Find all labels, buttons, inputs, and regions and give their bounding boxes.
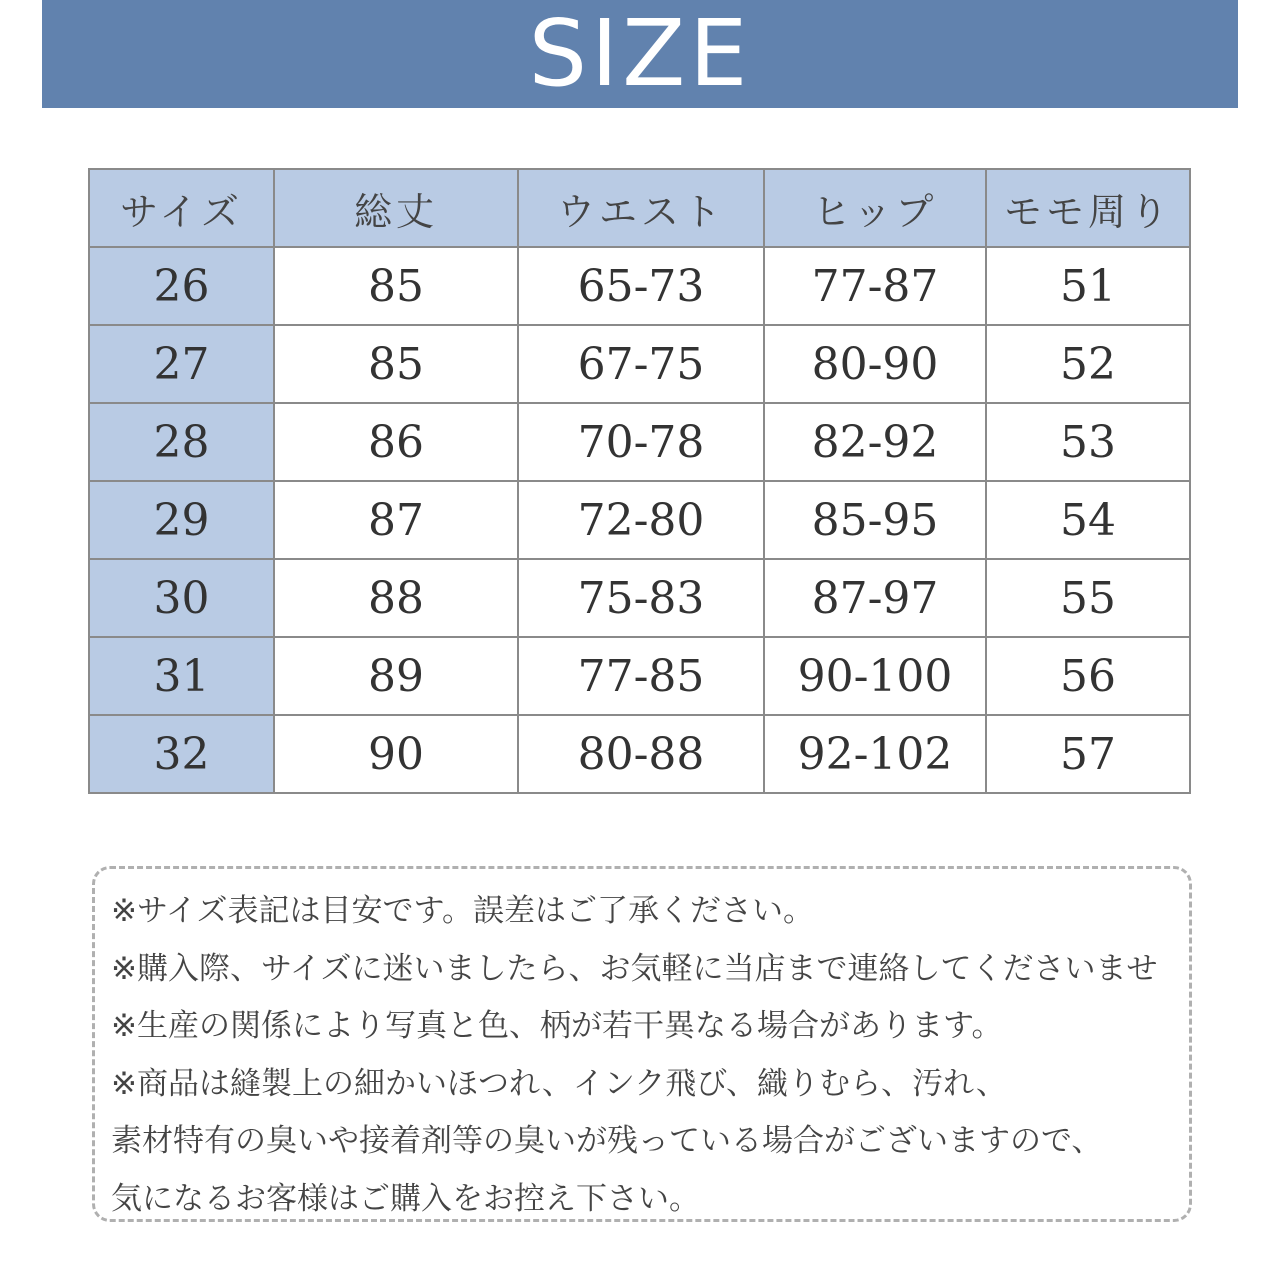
waist-cell: 77-85 <box>518 637 764 715</box>
table-header-row <box>89 169 1190 247</box>
total-length-cell: 85 <box>274 325 518 403</box>
total-length-cell: 87 <box>274 481 518 559</box>
size-cell: 30 <box>89 559 274 637</box>
page-title: SIZE <box>528 0 752 107</box>
waist-cell: 67-75 <box>518 325 764 403</box>
thigh-cell: 56 <box>986 637 1190 715</box>
note-line: ※サイズ表記は目安です。誤差はご了承ください。 <box>111 893 815 929</box>
waist-cell: 72-80 <box>518 481 764 559</box>
table-row <box>89 715 1190 793</box>
hip-cell: 92-102 <box>764 715 986 793</box>
notes-box <box>92 866 1192 1222</box>
total-length-cell: 85 <box>274 247 518 325</box>
note-line: 気になるお客様はご購入をお控え下さい。 <box>111 1180 700 1217</box>
size-cell: 27 <box>89 325 274 403</box>
size-cell: 32 <box>89 715 274 793</box>
header-thigh: モモ周り <box>986 169 1190 247</box>
thigh-cell: 54 <box>986 481 1190 559</box>
title-banner <box>42 0 1238 108</box>
note-line: ※生産の関係により写真と色、柄が若干異なる場合があります。 <box>111 1008 1003 1045</box>
note-line: ※購入際、サイズに迷いましたら、お気軽に当店まで連絡してくださいませ <box>111 950 1158 987</box>
total-length-cell: 90 <box>274 715 518 793</box>
waist-cell: 80-88 <box>518 715 764 793</box>
table-row <box>89 637 1190 715</box>
hip-cell: 85-95 <box>764 481 986 559</box>
total-length-cell: 86 <box>274 403 518 481</box>
thigh-cell: 53 <box>986 403 1190 481</box>
waist-cell: 75-83 <box>518 559 764 637</box>
thigh-cell: 52 <box>986 325 1190 403</box>
thigh-cell: 51 <box>986 247 1190 325</box>
total-length-cell: 89 <box>274 637 518 715</box>
hip-cell: 90-100 <box>764 637 986 715</box>
size-chart-table <box>88 168 1191 794</box>
table-row <box>89 481 1190 559</box>
waist-cell: 70-78 <box>518 403 764 481</box>
header-waist: ウエスト <box>518 169 764 247</box>
hip-cell: 77-87 <box>764 247 986 325</box>
hip-cell: 80-90 <box>764 325 986 403</box>
hip-cell: 82-92 <box>764 403 986 481</box>
table-row <box>89 325 1190 403</box>
thigh-cell: 55 <box>986 559 1190 637</box>
note-line: ※商品は縫製上の細かいほつれ、インク飛び、織りむら、汚れ、 <box>111 1065 1007 1102</box>
size-cell: 31 <box>89 637 274 715</box>
table-row <box>89 403 1190 481</box>
size-cell: 28 <box>89 403 274 481</box>
thigh-cell: 57 <box>986 715 1190 793</box>
waist-cell: 65-73 <box>518 247 764 325</box>
size-cell: 26 <box>89 247 274 325</box>
header-hip: ヒップ <box>764 169 986 247</box>
header-total-length: 総丈 <box>274 169 518 247</box>
note-line: 素材特有の臭いや接着剤等の臭いが残っている場合がございますので、 <box>111 1123 1103 1160</box>
size-cell: 29 <box>89 481 274 559</box>
total-length-cell: 88 <box>274 559 518 637</box>
table-row <box>89 559 1190 637</box>
table-row <box>89 247 1190 325</box>
header-size: サイズ <box>89 169 274 247</box>
hip-cell: 87-97 <box>764 559 986 637</box>
